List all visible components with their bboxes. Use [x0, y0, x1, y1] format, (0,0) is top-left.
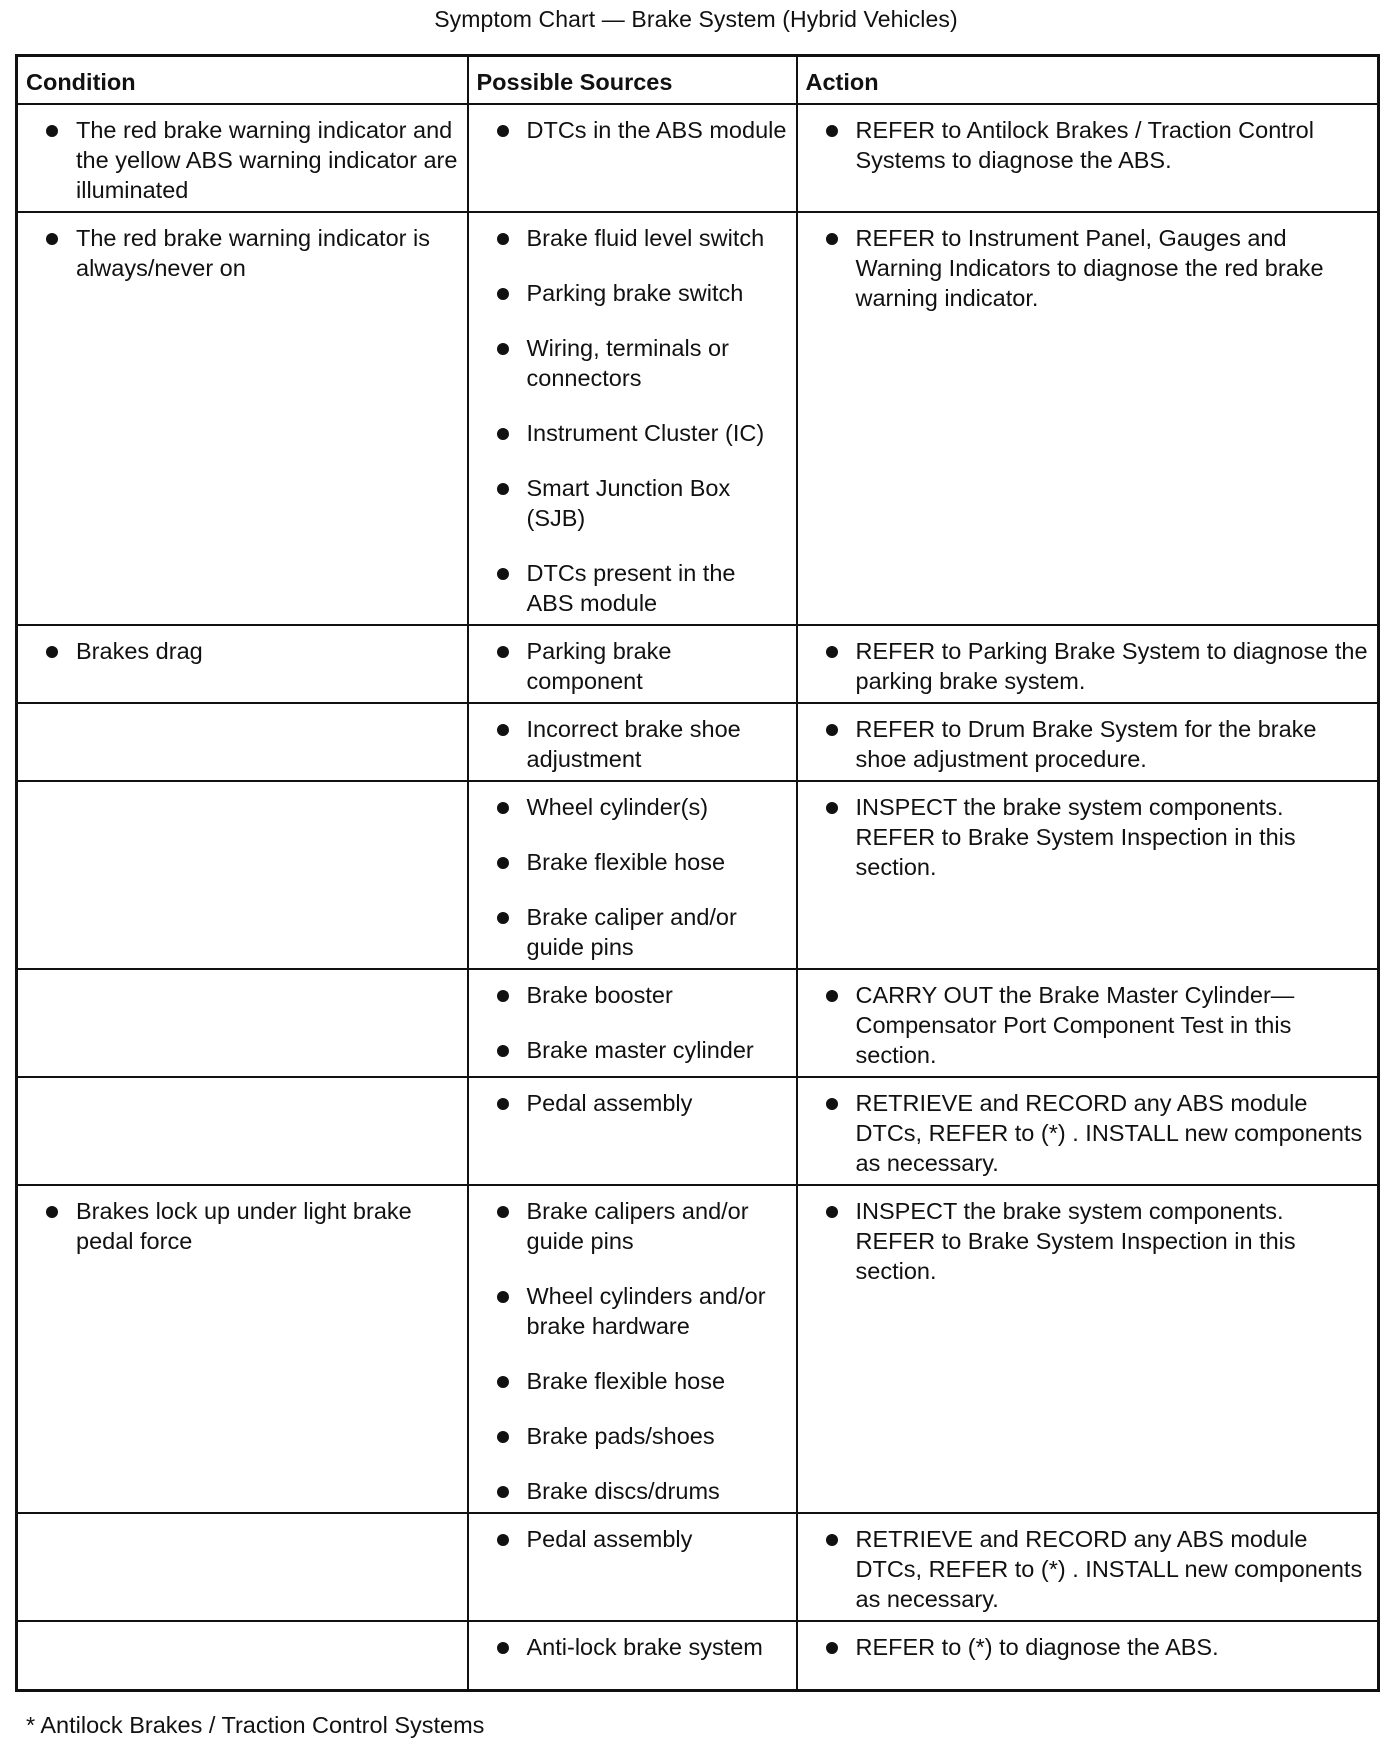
- action-list: [798, 792, 1370, 882]
- condition-cell: [17, 212, 468, 625]
- condition-list: [18, 223, 459, 283]
- table-row: [17, 1185, 1379, 1513]
- sources-cell: [468, 1513, 797, 1621]
- list-item: The red brake warning indicator and the yellow ABS warning indicator are illuminated: [18, 115, 459, 205]
- list-item: Brakes drag: [18, 636, 459, 666]
- list-item: REFER to Drum Brake System for the brake shoe adjustment procedure.: [798, 714, 1370, 774]
- table-row: [17, 1621, 1379, 1691]
- table-row: [17, 703, 1379, 781]
- condition-list: [18, 115, 459, 205]
- action-list: [798, 1088, 1370, 1178]
- list-item: Brake booster: [469, 980, 788, 1010]
- list-item: Pedal assembly: [469, 1524, 788, 1554]
- action-cell: [797, 212, 1379, 625]
- list-item: REFER to (*) to diagnose the ABS.: [798, 1632, 1370, 1662]
- condition-cell: [17, 969, 468, 1077]
- list-item: CARRY OUT the Brake Master Cylinder—Compensator Port Component Test in this section.: [798, 980, 1370, 1070]
- list-item: Brake calipers and/or guide pins: [469, 1196, 788, 1256]
- list-item: REFER to Parking Brake System to diagnose the parking brake system.: [798, 636, 1370, 696]
- action-cell: [797, 1513, 1379, 1621]
- condition-cell: [17, 625, 468, 703]
- list-item: Brake master cylinder: [469, 1035, 788, 1065]
- sources-cell: [468, 104, 797, 212]
- sources-list: [469, 1088, 788, 1118]
- page-title: Symptom Chart — Brake System (Hybrid Vehicles): [434, 6, 958, 32]
- list-item: Instrument Cluster (IC): [469, 418, 788, 448]
- table-body: [17, 104, 1379, 1691]
- list-item: Incorrect brake shoe adjustment: [469, 714, 788, 774]
- list-item: Parking brake component: [469, 636, 788, 696]
- action-list: [798, 1196, 1370, 1286]
- list-item: Pedal assembly: [469, 1088, 788, 1118]
- list-item: Wheel cylinders and/or brake hardware: [469, 1281, 788, 1341]
- table-row: [17, 212, 1379, 625]
- sources-list: [469, 223, 788, 618]
- list-item: Brake discs/drums: [469, 1476, 788, 1506]
- list-item: INSPECT the brake system components. REFER to Brake System Inspection in this section.: [798, 1196, 1370, 1286]
- sources-list: [469, 792, 788, 962]
- list-item: Brake flexible hose: [469, 1366, 788, 1396]
- sources-cell: [468, 625, 797, 703]
- action-list: [798, 1632, 1370, 1662]
- list-item: Parking brake switch: [469, 278, 788, 308]
- list-item: Anti-lock brake system: [469, 1632, 788, 1662]
- action-cell: [797, 781, 1379, 969]
- table-header-row: [17, 56, 1379, 104]
- table-row: [17, 1513, 1379, 1621]
- list-item: The red brake warning indicator is always/never on: [18, 223, 459, 283]
- action-list: [798, 714, 1370, 774]
- list-item: DTCs in the ABS module: [469, 115, 788, 145]
- sources-cell: [468, 1077, 797, 1185]
- action-cell: [797, 1621, 1379, 1691]
- table-row: [17, 625, 1379, 703]
- sources-list: [469, 115, 788, 145]
- list-item: DTCs present in the ABS module: [469, 558, 788, 618]
- sources-cell: [468, 1185, 797, 1513]
- sources-list: [469, 980, 788, 1065]
- header-possible-sources: Possible Sources: [468, 56, 797, 104]
- sources-cell: [468, 703, 797, 781]
- list-item: Brake caliper and/or guide pins: [469, 902, 788, 962]
- header-action: Action: [797, 56, 1379, 104]
- sources-list: [469, 1524, 788, 1554]
- symptom-table: [15, 54, 1380, 1692]
- list-item: Brakes lock up under light brake pedal force: [18, 1196, 459, 1256]
- action-cell: [797, 1185, 1379, 1513]
- footnote: * Antilock Brakes / Traction Control Systems: [26, 1712, 485, 1738]
- sources-list: [469, 1196, 788, 1506]
- sources-cell: [468, 1621, 797, 1691]
- list-item: Brake pads/shoes: [469, 1421, 788, 1451]
- list-item: Wheel cylinder(s): [469, 792, 788, 822]
- table-row: [17, 104, 1379, 212]
- action-cell: [797, 703, 1379, 781]
- condition-cell: [17, 703, 468, 781]
- table-row: [17, 1077, 1379, 1185]
- action-list: [798, 115, 1370, 175]
- action-list: [798, 223, 1370, 313]
- sources-list: [469, 1632, 788, 1662]
- action-cell: [797, 625, 1379, 703]
- action-list: [798, 1524, 1370, 1614]
- condition-cell: [17, 1513, 468, 1621]
- list-item: RETRIEVE and RECORD any ABS module DTCs, REFER to (*) . INSTALL new components as necessary.: [798, 1088, 1370, 1178]
- action-cell: [797, 104, 1379, 212]
- sources-cell: [468, 969, 797, 1077]
- table-row: [17, 781, 1379, 969]
- condition-cell: [17, 104, 468, 212]
- list-item: REFER to Antilock Brakes / Traction Control Systems to diagnose the ABS.: [798, 115, 1370, 175]
- list-item: Wiring, terminals or connectors: [469, 333, 788, 393]
- action-cell: [797, 969, 1379, 1077]
- condition-cell: [17, 781, 468, 969]
- sources-list: [469, 714, 788, 774]
- action-list: [798, 980, 1370, 1070]
- list-item: Brake fluid level switch: [469, 223, 788, 253]
- condition-cell: [17, 1621, 468, 1691]
- condition-cell: [17, 1077, 468, 1185]
- action-cell: [797, 1077, 1379, 1185]
- sources-cell: [468, 781, 797, 969]
- list-item: RETRIEVE and RECORD any ABS module DTCs, REFER to (*) . INSTALL new components as necessary.: [798, 1524, 1370, 1614]
- condition-list: [18, 636, 459, 666]
- action-list: [798, 636, 1370, 696]
- sources-list: [469, 636, 788, 696]
- list-item: Smart Junction Box (SJB): [469, 473, 788, 533]
- list-item: REFER to Instrument Panel, Gauges and Warning Indicators to diagnose the red brake warning indicator.: [798, 223, 1370, 313]
- header-condition: Condition: [17, 56, 468, 104]
- sources-cell: [468, 212, 797, 625]
- condition-list: [18, 1196, 459, 1256]
- list-item: INSPECT the brake system components. REFER to Brake System Inspection in this section.: [798, 792, 1370, 882]
- list-item: Brake flexible hose: [469, 847, 788, 877]
- table-row: [17, 969, 1379, 1077]
- condition-cell: [17, 1185, 468, 1513]
